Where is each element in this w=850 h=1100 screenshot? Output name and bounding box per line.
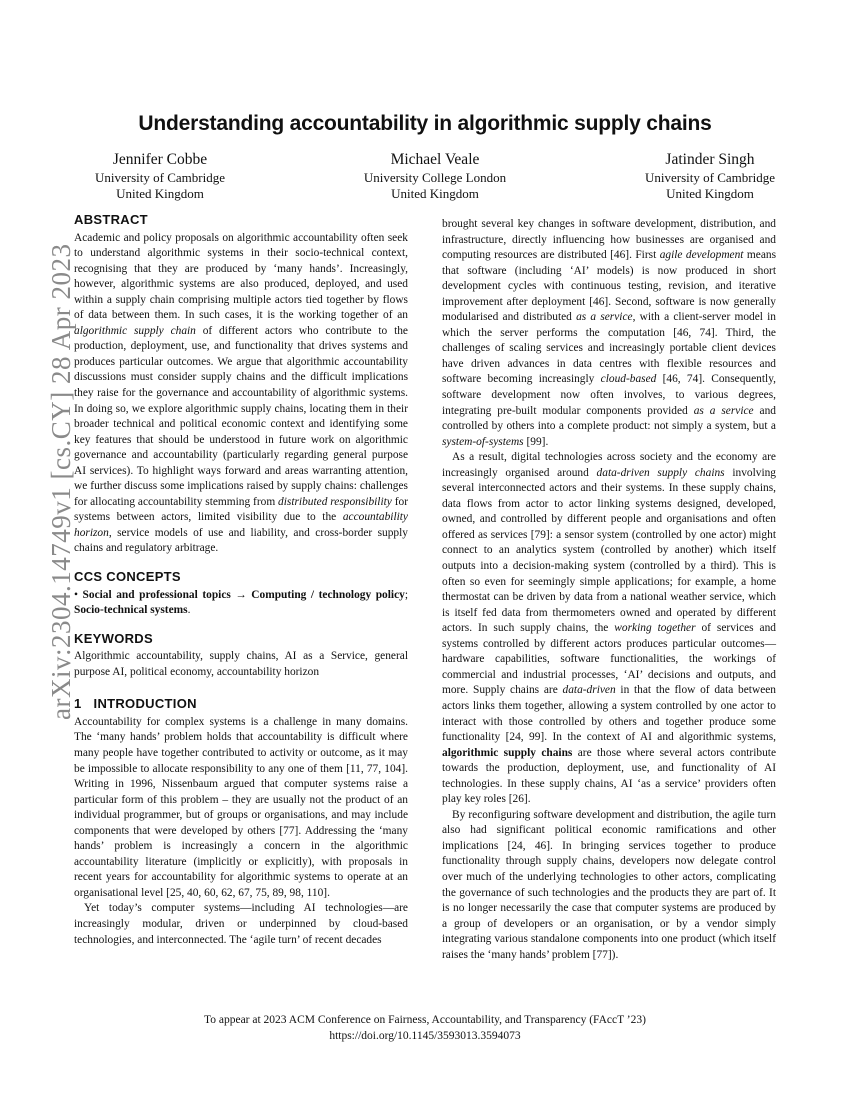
abstract-text: Academic and policy proposals on algorithmic accountability often seek to understand algorithmic systems in their socio-technical context, recognising that they are produced by ‘many hands’. Increasingly, however, algorithmic systems are also produced, deployed, and used within a supply chain comprising multiple actors tied together by flows of data between them. In such cases, it is the working together of an algorithmic supply chain of different actors who contribute to the production, deployment, use, and functionality that drives systems and produces particular outcomes. We argue that algorithmic accountability discussions must consider supply chains and the difficult implications they raise for the governance and accountability of algorithmic systems. In doing so, we explore algorithmic supply chains, locating them in their broader technical and political economic context and identifying some key features that should be understood in future work on algorithmic governance and accountability (particularly regarding general purpose AI services). To highlight ways forward and areas warranting attention, we further discuss some implications raised by supply chains: challenges for allocating accountability stemming from distributed responsibility for systems between actors, limited visibility due to the accountability horizon, service models of use and liability, and cross-border supply chains and regulatory arbitrage. (74, 231, 408, 555)
author-name: Michael Veale (390, 151, 480, 168)
author-list (95, 150, 775, 202)
venue-note: To appear at 2023 ACM Conference on Fairness, Accountability, and Transparency (FAccT ’23) (204, 1014, 646, 1026)
introduction-heading: 1 INTRODUCTION (74, 696, 197, 712)
author-country: United Kingdom (666, 186, 754, 201)
author-block (364, 150, 506, 202)
left-column (74, 212, 408, 948)
author-block (95, 150, 225, 202)
author-name: Jennifer Cobbe (112, 151, 208, 168)
ccs-concepts: • Social and professional topics → Computing / technology policy; Socio-technical systems. (74, 588, 408, 617)
keywords-text: Algorithmic accountability, supply chains, AI as a Service, general purpose AI, political economy, accountability horizon (74, 650, 408, 678)
intro-paragraph: brought several key changes in software development, distribution, and infrastructure, directly influencing how businesses are organised and computing resources are distributed [46]. First agile development means that software (including ‘AI’ models) is now produced in short development cycles with continuous testing, revision, and iterative improvement after deployment [46]. Second, software is now generally modularised and distributed as a service, with a client-server model in which the server performs the computation [46, 74]. Third, the challenges of scaling services and increasingly portable client devices have driven advances in data centres with flexible resources and software becoming increasingly cloud-based [46, 74]. Consequently, software development now often involves, to various degrees, integrating pre-built modular components provided as a service and controlled by others into a complete product: not simply a system, but a system-of-systems [99]. (442, 218, 777, 448)
author-affiliation: University College London (363, 170, 507, 185)
intro-paragraph: Accountability for complex systems is a challenge in many domains. The ‘many hands’ problem holds that accountability is difficult where many people have together contributed to activity or outcome, as it may be impossible to allocate responsibility to any one of them [11, 77, 104]. Writing in 1996, Nissenbaum argued that computer systems raise a particular form of this problem – they are usually not the product of an individual programmer, but of groups or organisations, and may include components that were developed by others [77]. Addressing the ‘many hands’ problem is increasingly a concern in the algorithmic accountability literature (implicitly or explicitly), with proposals in recent years for accountability for algorithmic systems to operate at an organisational level [25, 40, 60, 62, 67, 75, 89, 98, 110]. (74, 715, 408, 899)
author-affiliation: University of Cambridge (95, 170, 225, 185)
keywords-heading: KEYWORDS (74, 630, 153, 646)
author-country: United Kingdom (116, 186, 204, 201)
paper-title: Understanding accountability in algorithmic supply chains (138, 112, 712, 135)
intro-paragraph: Yet today’s computer systems—including AI technologies—are increasingly modular, driven or underpinned by cloud-based technologies, and interconnected. The ‘agile turn’ of recent decades (74, 902, 408, 946)
right-column (442, 217, 776, 963)
author-affiliation: University of Cambridge (645, 170, 775, 185)
author-country: United Kingdom (391, 186, 479, 201)
arxiv-identifier: arXiv:2304.14749v1 [cs.CY] 28 Apr 2023 (46, 243, 76, 720)
intro-paragraph: By reconfiguring software development and distribution, the agile turn also had significant political economic ramifications and other implications [24, 46]. In bringing services together to produce functionality through supply chains, developers now delegate control over much of the underlying technologies to other actors, complicating the governance of such technologies and the products they are part of. It is no longer necessarily the case that computer systems are produced by a group of developers or an organisation, or by a vendor simply integrating various standalone components into one product (which itself raises the ‘many hands’ problem [77]). (442, 808, 776, 961)
page-footer (0, 1012, 850, 1044)
author-block (645, 150, 775, 202)
abstract-heading: ABSTRACT (74, 212, 148, 227)
intro-paragraph: As a result, digital technologies across society and the economy are increasingly organised around data-driven supply chains involving several interconnected actors and their systems. In these supply chains, data flows from actor to actor linking systems designed, developed, owned, and controlled by different people and organisations and often offered as services [79]: a sensor system (controlled by one actor) might connect to an analytics system (controlled by another) which itself outputs into a decision-making system (controlled by a third). This is often so even for seemingly simple applications; for example, a home thermostat can be driven by data from a national weather service, which is itself fed data from thermometers owned and operated by different actors. In such supply chains, the working together of services and systems controlled by different actors produces particular outcomes—hardware capabilities, software functionalities, the workings of commercial and industrial processes, ‘AI’ decisions and outputs, and more. Supply chains are data-driven in that the flow of data between actors links them together, allowing a system controlled by one actor to interact with those controlled by others and together produce some functionality [24, 99]. In the context of AI and algorithmic systems, algorithmic supply chains are those where several actors contribute towards the production, deployment, use, and functionality of AI technologies. In these supply chains, AI ‘as a service’ providers often play key roles [26]. (442, 451, 777, 806)
ccs-heading: CCS CONCEPTS (74, 569, 181, 585)
author-name: Jatinder Singh (665, 151, 755, 168)
doi-link[interactable]: https://doi.org/10.1145/3593013.3594073 (329, 1030, 521, 1042)
